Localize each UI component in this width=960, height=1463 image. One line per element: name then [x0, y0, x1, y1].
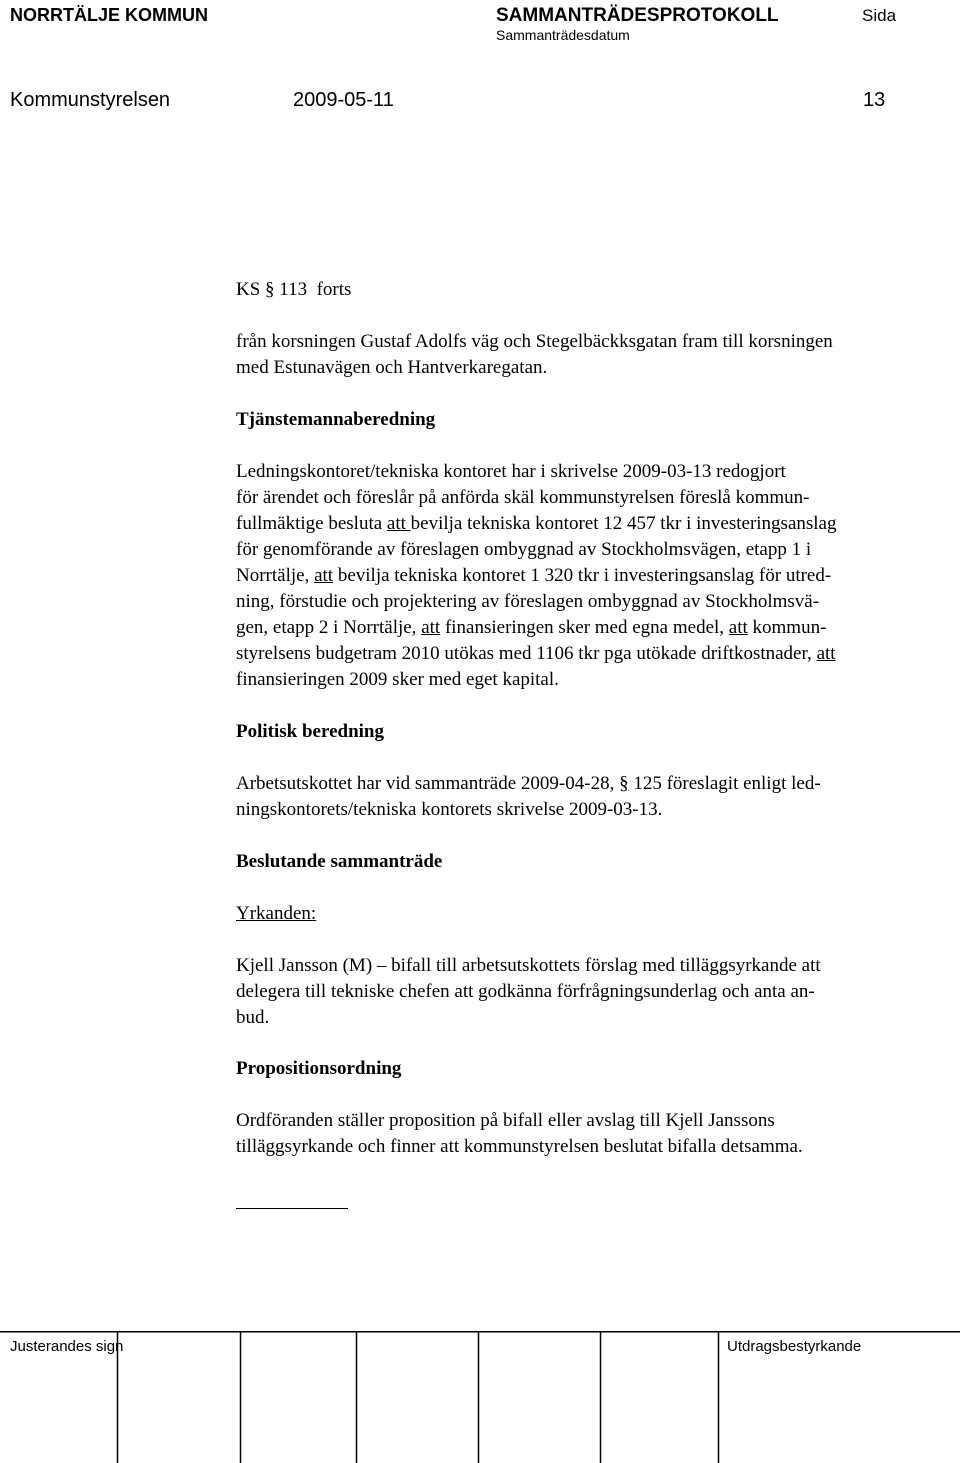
- case-reference: [236, 277, 952, 303]
- section-heading-politisk-beredning: Politisk beredning: [236, 721, 384, 742]
- section-heading-tjanstemannaberedning: Tjänstemannaberedning: [236, 409, 436, 430]
- end-divider: [236, 1208, 348, 1209]
- att-underlined: att: [314, 565, 334, 586]
- organization-name: NORRTÄLJE KOMMUN: [10, 5, 208, 25]
- governing-body: Kommunstyrelsen: [10, 89, 171, 111]
- document-type: SAMMANTRÄDESPROTOKOLL: [496, 5, 779, 26]
- intro-line: med Estunavägen och Hantverkaregatan.: [236, 357, 548, 378]
- att-underlined: att: [816, 643, 836, 664]
- paragraph-line: Ordföranden ställer proposition på bifall eller avslag till Kjell Janssons: [236, 1110, 775, 1131]
- paragraph-line: för genomförande av föreslagen ombyggnad av Stockholmsvägen, etapp 1 i: [236, 539, 812, 560]
- text-segment: kommun-: [747, 617, 827, 638]
- paragraph-line: ningskontorets/tekniska kontorets skrivelse 2009-03-13.: [236, 799, 663, 820]
- yrkanden-text: Yrkanden:: [236, 903, 317, 924]
- politisk-beredning-paragraph: [236, 771, 952, 823]
- paragraph-sign: §: [619, 773, 629, 794]
- paragraph-line: [236, 641, 952, 667]
- paragraph-line: finansieringen 2009 sker med eget kapital.: [236, 669, 559, 690]
- paragraph-line: delegera till tekniske chefen att godkänna förfrågningsunderlag och anta an-: [236, 981, 815, 1002]
- section-heading-propositionsordning: Propositionsordning: [236, 1058, 402, 1079]
- yrkanden-paragraph: [236, 953, 952, 1031]
- paragraph-line: [236, 563, 952, 589]
- utdragsbestyrkande-label: Utdragsbestyrkande: [727, 1338, 862, 1355]
- text-segment: bevilja tekniska kontoret 1 320 tkr i investeringsanslag för utred-: [333, 565, 832, 586]
- text-segment: fullmäktige besluta: [236, 513, 387, 534]
- page-label: Sida: [862, 6, 897, 25]
- tjanstemannaberedning-paragraph: [236, 459, 952, 693]
- paragraph-line: Kjell Jansson (M) – bifall till arbetsutskottets förslag med tilläggsyrkande att: [236, 955, 821, 976]
- proposition-paragraph: [236, 1108, 952, 1160]
- paragraph-line: [236, 511, 952, 537]
- meeting-date-label: Sammanträdesdatum: [496, 27, 630, 43]
- section-heading-beslutande-sammantrade: Beslutande sammanträde: [236, 851, 443, 872]
- att-underlined: att: [386, 513, 411, 534]
- text-segment: styrelsens budgetram 2010 utökas med 1106 tkr pga utökade driftkostnader,: [236, 643, 817, 664]
- text-segment: Arbetsutskottet har vid sammanträde 2009-04-28,: [236, 773, 620, 794]
- att-underlined: att: [728, 617, 748, 638]
- paragraph-line: [236, 615, 952, 641]
- text-segment: Norrtälje,: [236, 565, 315, 586]
- text-segment: 125 föreslagit enligt led-: [628, 773, 821, 794]
- paragraph-line: Ledningskontoret/tekniska kontoret har i skrivelse 2009-03-13 redogjort: [236, 461, 786, 482]
- paragraph-line: ning, förstudie och projektering av föreslagen ombyggnad av Stockholmsvä-: [236, 591, 820, 612]
- case-ref-text: KS § 113 forts: [236, 279, 352, 300]
- justerandes-sign-label: Justerandes sign: [10, 1338, 124, 1355]
- text-segment: finansieringen sker med egna medel,: [440, 617, 729, 638]
- intro-paragraph: [236, 329, 952, 381]
- att-underlined: att: [421, 617, 441, 638]
- page-number: 13: [863, 89, 886, 111]
- paragraph-line: för ärendet och föreslår på anförda skäl kommunstyrelsen föreslå kommun-: [236, 487, 810, 508]
- text-segment: bevilja tekniska kontoret 12 457 tkr i investeringsanslag: [410, 513, 837, 534]
- yrkanden-label: [236, 901, 952, 927]
- intro-line: från korsningen Gustaf Adolfs väg och Stegelbäckksgatan fram till korsningen: [236, 331, 833, 352]
- paragraph-line: tilläggsyrkande och finner att kommunstyrelsen beslutat bifalla detsamma.: [236, 1136, 803, 1157]
- paragraph-line: [236, 771, 952, 797]
- text-segment: gen, etapp 2 i Norrtälje,: [236, 617, 422, 638]
- paragraph-line: bud.: [236, 1007, 270, 1028]
- meeting-date: 2009-05-11: [293, 89, 394, 111]
